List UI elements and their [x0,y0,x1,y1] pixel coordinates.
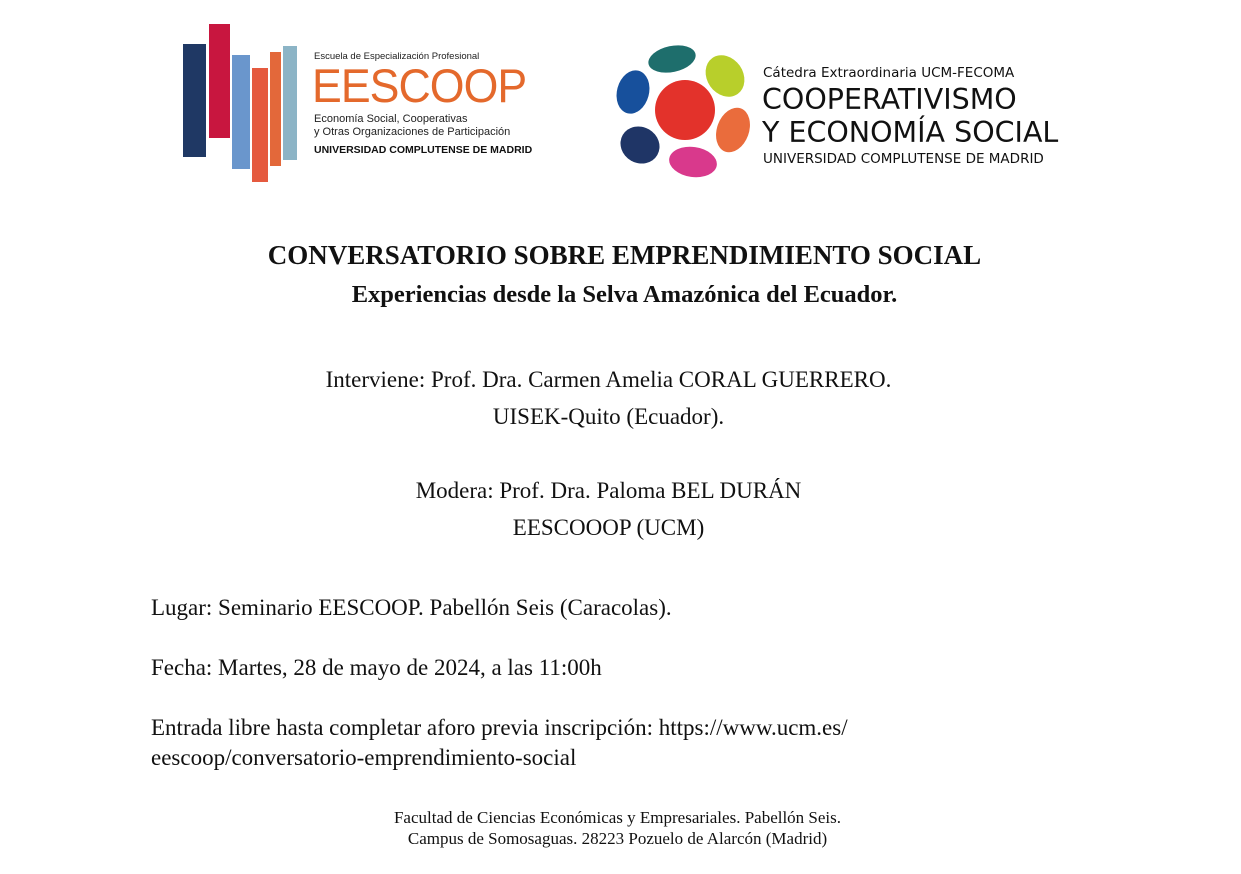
event-subtitle: Experiencias desde la Selva Amazónica del Ecuador. [351,281,898,308]
footer-address-line1: Facultad de Ciencias Económicas y Empresariales. Pabellón Seis. [393,808,842,827]
eescoop-subtitle-line2: y Otras Organizaciones de Participación [314,126,511,138]
moderator-affiliation: EESCOOOP (UCM) [512,515,705,540]
catedra-title-line2: Y ECONOMÍA SOCIAL [762,116,1059,149]
logo-bar [283,46,297,160]
catedra-university: UNIVERSIDAD COMPLUTENSE DE MADRID [763,151,1044,167]
logo-bar [209,24,230,138]
flower-emblem-icon [615,40,755,180]
footer-address-line2: Campus de Somosaguas. 28223 Pozuelo de Alarcón (Madrid) [407,829,828,848]
flower-petal [646,41,698,76]
logo-bar [232,55,250,169]
speaker-line: Interviene: Prof. Dra. Carmen Amelia CORAL GUERRERO. [325,367,892,392]
flower-petal [615,119,666,170]
flower-petal [710,103,755,157]
eescoop-kicker: Escuela de Especialización Profesional [314,51,480,62]
registration-line1[interactable]: Entrada libre hasta completar aforo previa inscripción: https://www.ucm.es/ [151,715,848,740]
flower-petal [615,67,654,118]
event-venue: Lugar: Seminario EESCOOP. Pabellón Seis (Caracolas). [151,595,672,620]
eescoop-university: UNIVERSIDAD COMPLUTENSE DE MADRID [314,144,533,156]
catedra-kicker: Cátedra Extraordinaria UCM-FECOMA [763,65,1015,81]
registration-link[interactable]: eescoop/conversatorio-emprendimiento-social [151,745,577,770]
eescoop-wordmark: EESCOOP [312,59,527,112]
logo-bar [183,44,206,157]
eescoop-logo [183,24,548,184]
catedra-title-line1: COOPERATIVISMO [762,83,1017,116]
logo-bar [252,68,268,182]
eescoop-subtitle-line1: Economía Social, Cooperativas [314,113,468,125]
event-title: CONVERSATORIO SOBRE EMPRENDIMIENTO SOCIAL [267,240,982,270]
flower-center [655,80,715,140]
catedra-logo [615,40,1085,185]
event-date: Fecha: Martes, 28 de mayo de 2024, a las 11:00h [151,655,602,680]
flower-petal [667,144,719,180]
speaker-affiliation: UISEK-Quito (Ecuador). [492,404,725,429]
logo-bar [270,52,281,166]
moderator-line: Modera: Prof. Dra. Paloma BEL DURÁN [415,478,802,503]
